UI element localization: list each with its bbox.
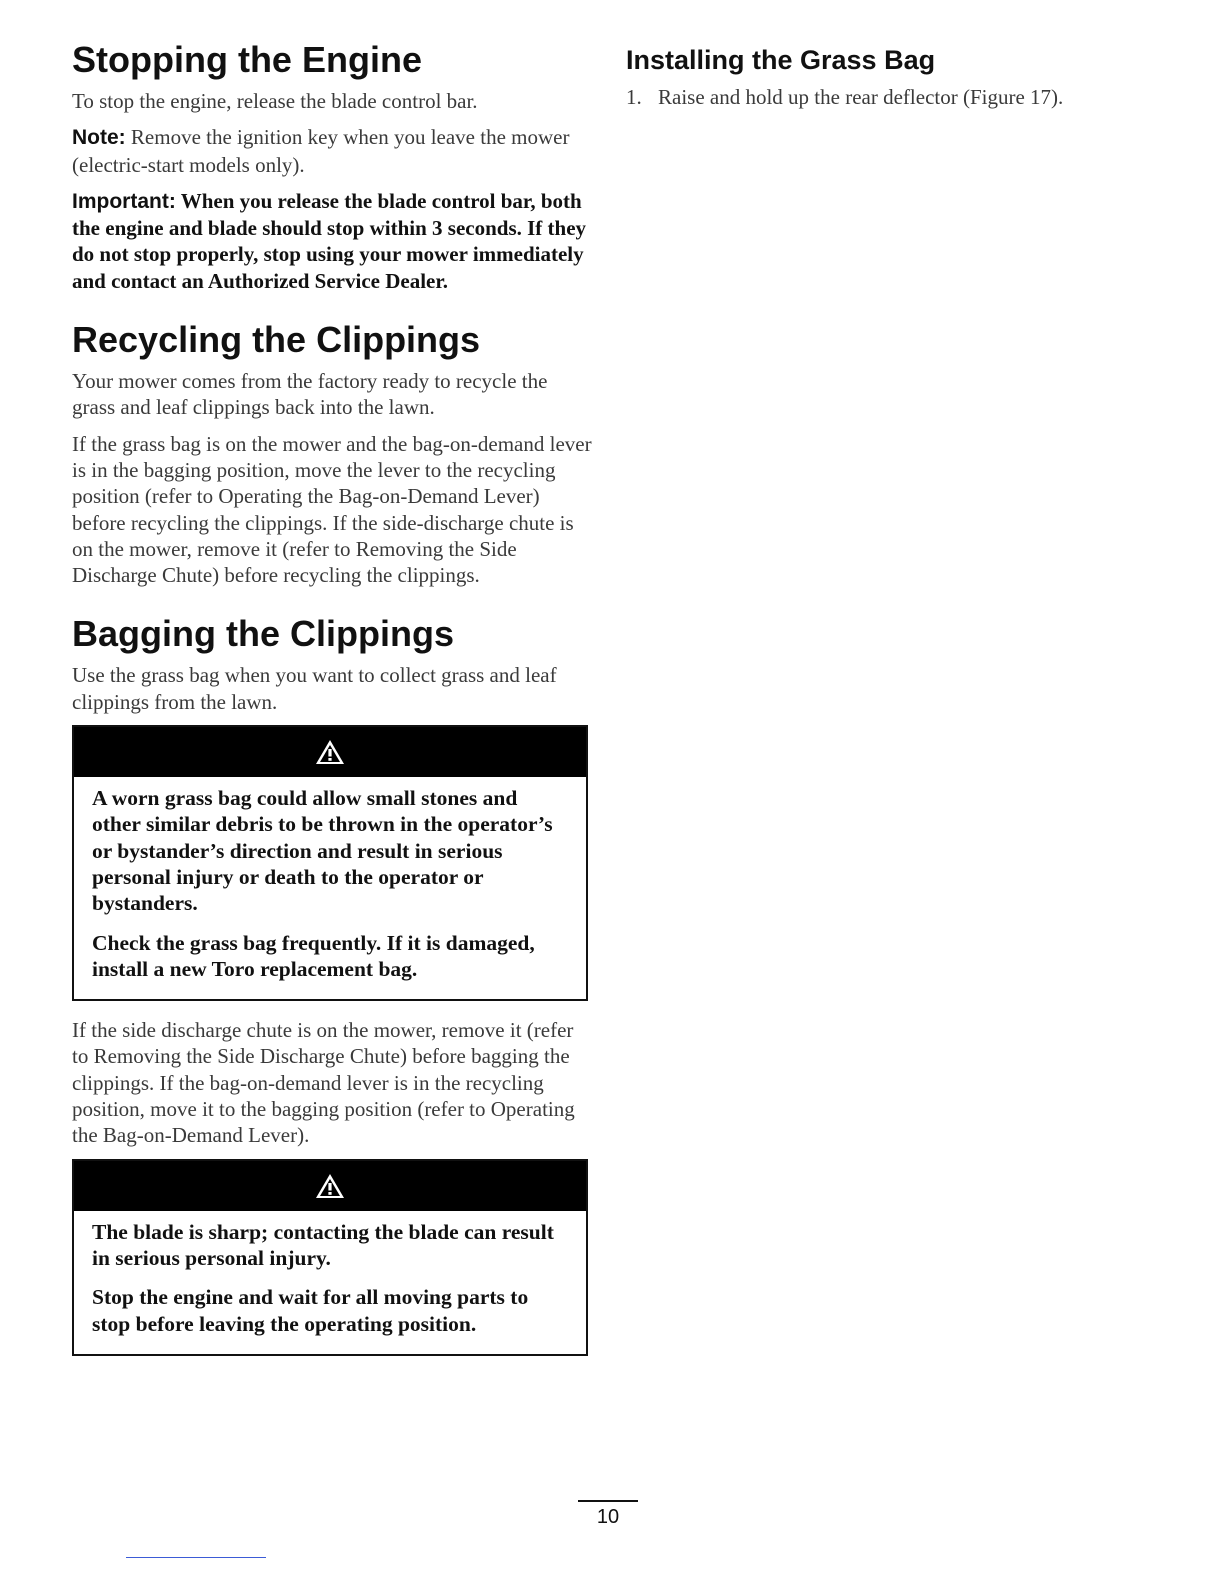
warning-text-1: A worn grass bag could allow small stones and other similar debris to be thrown in the operator’s or bystander’s direction and result in serious personal injury or death to the operator or bystanders. <box>92 786 553 916</box>
note-text: Remove the ignition key when you leave the mower (electric-start models only). <box>72 125 570 177</box>
warning-body <box>74 1211 586 1354</box>
heading-recycling: Recycling the Clippings <box>72 319 481 361</box>
section-bagging <box>72 610 592 1355</box>
warning-triangle-icon <box>315 1173 345 1199</box>
warning-header <box>74 1161 586 1211</box>
paragraph-bagging-2: If the side discharge chute is on the mower, remove it (refer to Removing the Side Discharge Chute) before bagging the clippings. If the bag-on-demand lever is in the recycling position, move it to the bagging position (refer to Operating the Bag-on-Demand Lever). <box>72 1018 575 1148</box>
warning-text-2: Check the grass bag frequently. If it is damaged, install a new Toro replacement bag. <box>92 930 535 981</box>
warning-text-2: Stop the engine and wait for all moving parts to stop before leaving the operating position. <box>92 1285 529 1336</box>
important-paragraph <box>72 188 592 294</box>
right-column <box>626 36 1156 110</box>
heading-installing-grass-bag: Installing the Grass Bag <box>626 45 936 75</box>
bottom-rule <box>126 1557 266 1558</box>
section-recycling <box>72 316 592 588</box>
warning-triangle-icon <box>315 739 345 765</box>
note-label: Note: <box>72 126 126 150</box>
steps-list <box>626 84 1156 110</box>
section-stopping-engine <box>72 36 592 294</box>
step-text: Raise and hold up the rear deflector (Figure 17). <box>658 85 1064 109</box>
step-number: 1. <box>626 85 642 109</box>
important-text: When you release the blade control bar, both the engine and blade should stop within 3 seconds. If they do not stop properly, stop using your mower immediately and contact an Authorized Service Dealer. <box>72 188 587 293</box>
warning-box-grass-bag <box>72 725 588 1001</box>
paragraph-stop-engine: To stop the engine, release the blade control bar. <box>72 89 478 113</box>
paragraph-recycling-1: Your mower comes from the factory ready to recycle the grass and leaf clippings back into the lawn. <box>72 369 548 420</box>
paragraph-recycling-2: If the grass bag is on the mower and the bag-on-demand lever is in the bagging position, move the lever to the recycling position (refer to Operating the Bag-on-Demand Lever) before recycling the clippings. If the side-discharge chute is on the mower, remove it (refer to Removing the Side Discharge Chute) before recycling the clippings. <box>72 431 592 588</box>
warning-body <box>74 777 586 999</box>
warning-box-blade <box>72 1159 588 1356</box>
list-item <box>626 84 1156 110</box>
warning-header <box>74 727 586 777</box>
note-paragraph <box>72 124 592 178</box>
heading-bagging: Bagging the Clippings <box>72 613 454 655</box>
page-number: 10 <box>578 1500 638 1529</box>
heading-stopping-engine: Stopping the Engine <box>72 39 422 80</box>
important-label: Important: <box>72 189 176 213</box>
left-column <box>72 36 592 1378</box>
paragraph-bagging-1: Use the grass bag when you want to collect grass and leaf clippings from the lawn. <box>72 663 557 714</box>
warning-text-1: The blade is sharp; contacting the blade can result in serious personal injury. <box>92 1219 554 1270</box>
